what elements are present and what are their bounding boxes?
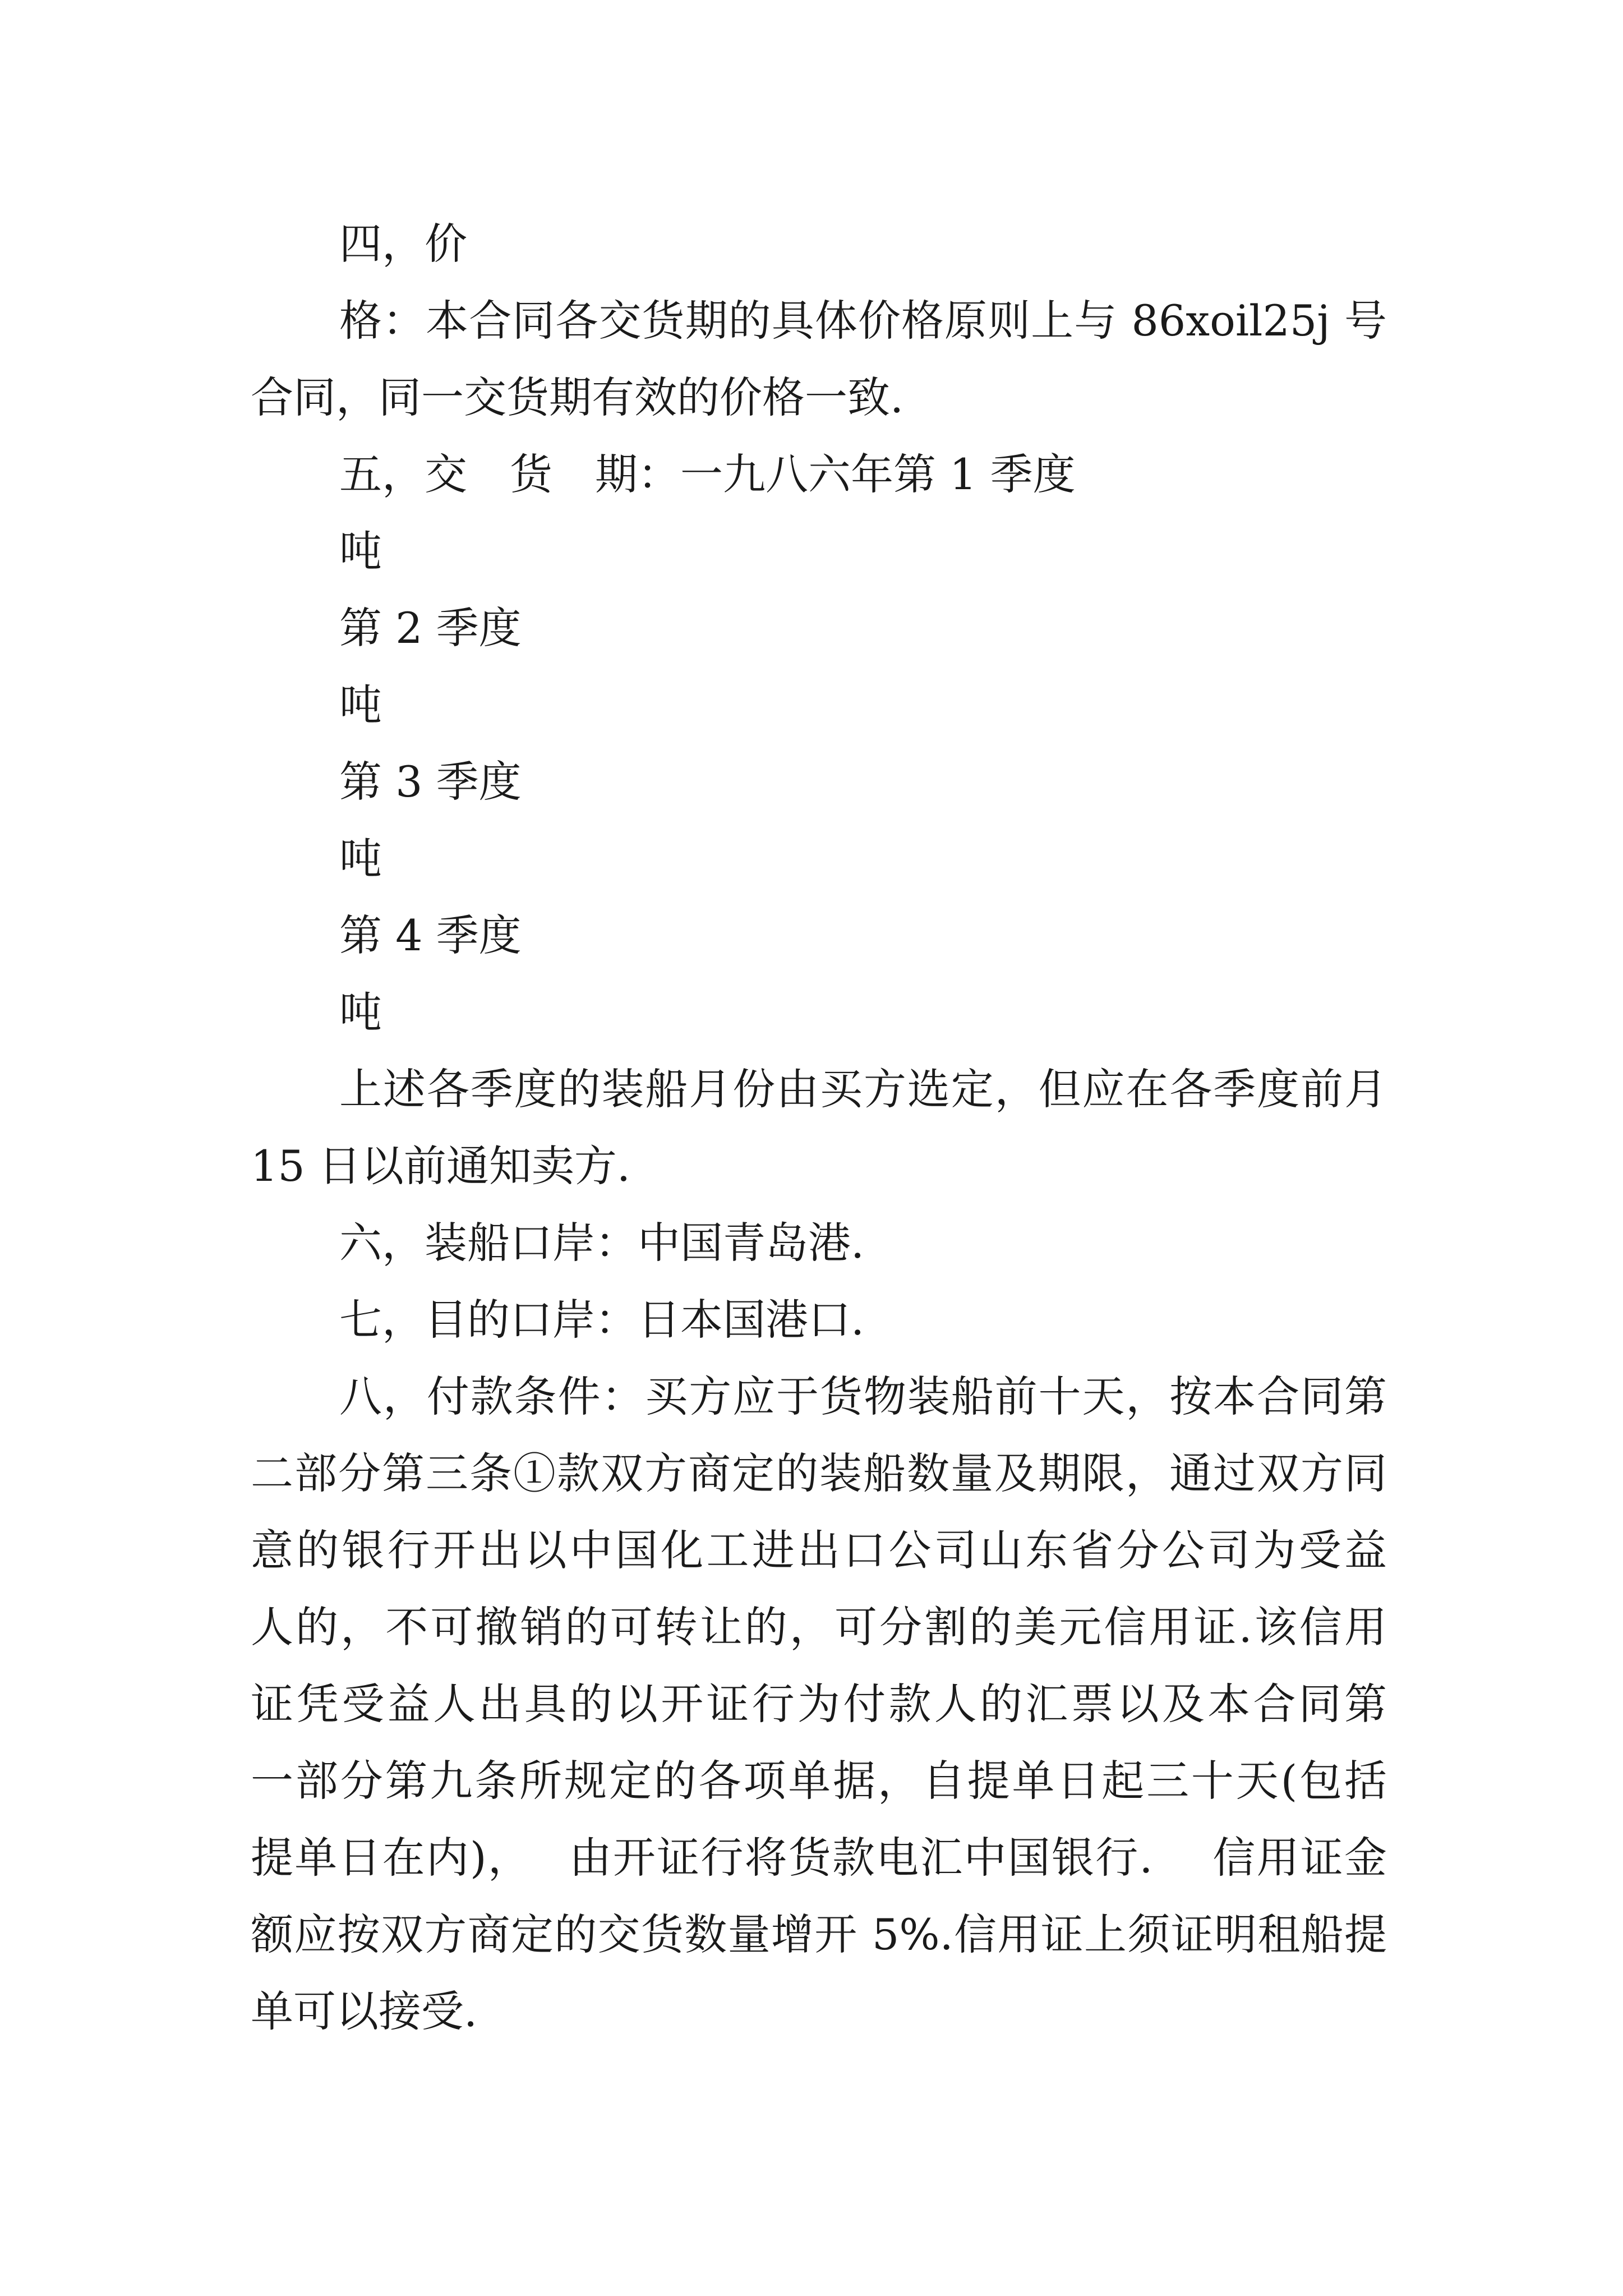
payment-terms-line: 意的银行开出以中国化工进出口公司山东省分公司为受益 xyxy=(251,1525,1387,1575)
payment-terms-line: 二部分第三条①款双方商定的装船数量及期限，通过双方同 xyxy=(251,1448,1387,1498)
payment-terms-line: 人的，不可撤销的可转让的，可分割的美元信用证.该信用 xyxy=(251,1602,1387,1652)
quarter-line: 第 2 季度 xyxy=(339,603,522,653)
price-clause-line: 格：本合同各交货期的具体价格原则上与 86xoil25j 号 xyxy=(339,296,1387,346)
quarter-line: 第 4 季度 xyxy=(339,910,522,960)
quantity-unit-line: 吨 xyxy=(339,680,382,730)
payment-terms-line: 单可以接受. xyxy=(251,1986,478,2036)
quantity-unit-line: 吨 xyxy=(339,987,382,1037)
payment-terms-line: 证凭受益人出具的以开证行为付款人的汇票以及本合同第 xyxy=(251,1679,1387,1729)
shipment-month-line: 上述各季度的装船月份由买方选定，但应在各季度前月 xyxy=(339,1064,1387,1114)
destination-port-line: 七，目的口岸：日本国港口. xyxy=(339,1295,865,1345)
shipment-month-line: 15 日以前通知卖方. xyxy=(251,1141,631,1191)
payment-terms-line: 提单日在内)， 由开证行将货款电汇中国银行. 信用证金 xyxy=(251,1833,1387,1883)
payment-terms-line: 额应按双方商定的交货数量增开 5%.信用证上须证明租船提 xyxy=(251,1910,1387,1959)
quantity-unit-line: 吨 xyxy=(339,834,382,884)
quantity-unit-line: 吨 xyxy=(339,526,382,576)
payment-terms-line: 一部分第九条所规定的各项单据，自提单日起三十天(包括 xyxy=(251,1756,1387,1806)
document-body xyxy=(251,205,1387,2050)
price-clause-line: 合同，同一交货期有效的价格一致. xyxy=(251,372,904,422)
delivery-period-heading: 五，交 货 期：一九八六年第 1 季度 xyxy=(339,449,1076,499)
loading-port-line: 六，装船口岸：中国青岛港. xyxy=(339,1218,865,1268)
quarter-line: 第 3 季度 xyxy=(339,757,522,807)
payment-terms-line: 八，付款条件：买方应于货物装船前十天，按本合同第 xyxy=(339,1372,1387,1421)
section-four-heading: 四，价 xyxy=(339,219,467,269)
